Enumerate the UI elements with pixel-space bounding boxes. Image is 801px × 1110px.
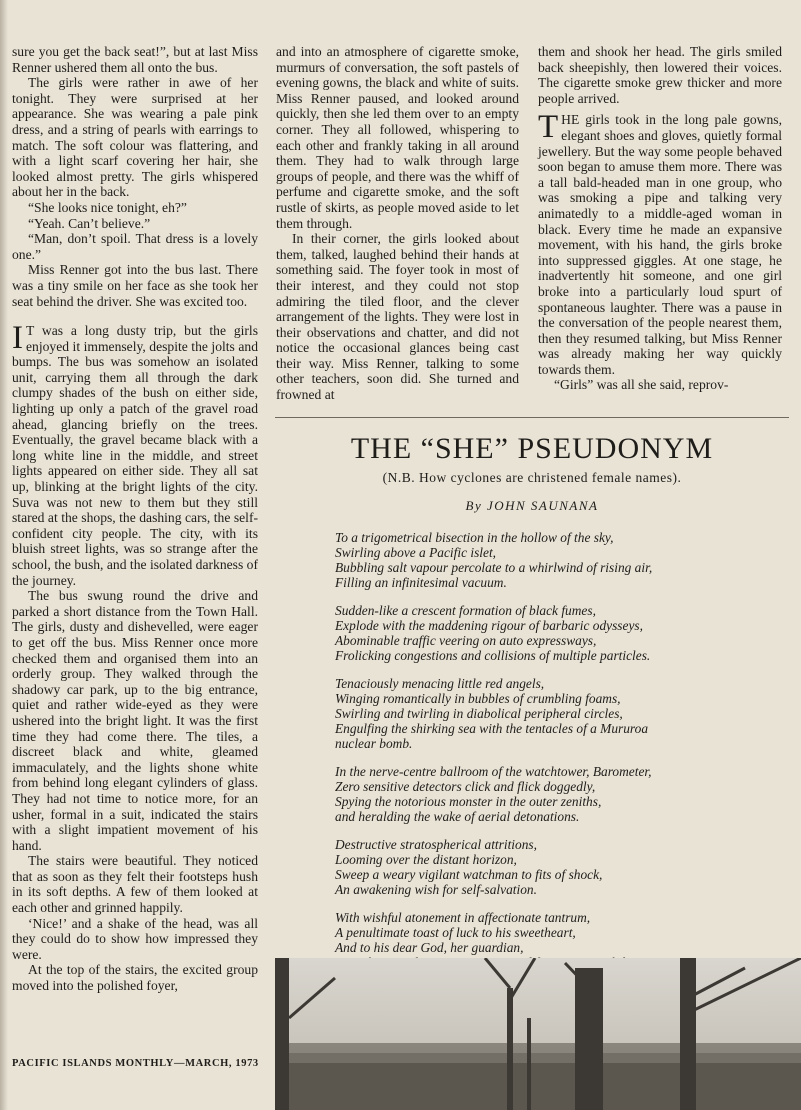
poem-line: With wishful atonement in affectionate tantrum, xyxy=(335,910,591,925)
poem-line: Spying the notorious monster in the outer zeniths, xyxy=(335,794,602,809)
page-edge-shadow xyxy=(0,0,8,1110)
paragraph: them and shook her head. The girls smiled back sheepishly, then lowered their voices. The cigarette smoke grew thicker and more people arrived. xyxy=(538,44,782,106)
paragraph: and into an atmosphere of cigarette smoke, murmurs of conversation, the soft pastels of evening gowns, the black and white of suits. Miss Renner paused, and looked around quickly, then she led them over to an empty corner. They all followed, whispering to each other and frankly taking in all around them. They had to walk through large groups of people, and there was the whiff of perfume and cigarette smoke, and the soft rustle of skirts, as people moved aside to let them through. xyxy=(276,44,519,231)
poem-line: Engulfing the shirking sea with the tentacles of a Mururoa xyxy=(335,721,649,736)
paragraph-text: T was a long dusty trip, but the girls enjoyed it immensely, despite the jolts and bumps. The bus was somehow an isolated unit, carrying them all through the dark clumpy shades of the bush on either side, lighting up only a patch of the gravel road ahead, glancing briefly on the trees. Eventually, the gravel became black with a long white line in the middle, and street lights appeared on either side. They all sat up, blinking at the bright lights of the city. Suva was not new to them but they still stared at the shops, the dashing cars, the self-confident city people. The city, with its bluish street lights, was so strange after the school, the bush, and the isolated darkness of the journey. xyxy=(12,323,258,588)
poem-line: Frolicking congestions and collisions of multiple particles. xyxy=(335,648,651,663)
tree-photo-graphic xyxy=(275,958,801,1110)
story-column-3 xyxy=(538,44,782,393)
paragraph-text: HE girls took in the long pale gowns, elegant shoes and gloves, quietly formal jewellery. But the way some people behaved soon began to amuse them more. There was a tall bald-headed man in one group, who was smoking a pipe and talking very animatedly to a middle-aged woman in black. Every time he made an expansive movement, with his hand, the girls broke into suppressed giggles. At one stage, he inadvertently hit someone, and one girl broke into a particularly loud spurt of spontaneous laughter. There was a pause in the conversation of the people nearest them, then they resumed talking, but Miss Renner was already making her way quickly towards them. xyxy=(538,112,782,377)
paragraph: The girls were rather in awe of her tonight. They were surprised at her appearance. She was wearing a pale pink dress, and a string of pearls with earrings to match. The soft colour was flattering, and with a light scarf covering her hair, she looked almost pretty. The girls whispered about her in the back. xyxy=(12,75,258,200)
section-paragraph xyxy=(12,320,258,588)
poem-line: A penultimate toast of luck to his sweetheart, xyxy=(335,925,576,940)
poem-line: Filling an infinitesimal vacuum. xyxy=(335,575,507,590)
poem-line: Zero sensitive detectors click and flick doggedly, xyxy=(335,779,596,794)
paragraph: At the top of the stairs, the excited group moved into the polished foyer, xyxy=(12,962,258,994)
section-paragraph xyxy=(538,109,782,377)
poem-subtitle: (N.B. How cyclones are christened female names). xyxy=(382,470,682,485)
poem-line: Swirling above a Pacific islet, xyxy=(335,545,497,560)
poem-line: Sudden-like a crescent formation of black fumes, xyxy=(335,603,596,618)
poem-title: THE “SHE” PSEUDONYM xyxy=(350,432,714,465)
poem-line: An awakening wish for self-salvation. xyxy=(335,882,537,897)
poem-line: And to his dear God, her guardian, xyxy=(335,940,524,955)
drop-cap: I xyxy=(12,320,23,357)
poem-byline: By JOHN SAUNANA xyxy=(465,498,599,513)
poem-line: To a trigometrical bisection in the hollow of the sky, xyxy=(335,530,614,545)
poem-section xyxy=(275,420,789,955)
story-column-2 xyxy=(276,44,519,403)
tree-photograph xyxy=(275,958,801,1110)
poem-stanza xyxy=(335,837,775,897)
poem-line: Explode with the maddening rigour of barbaric odysseys, xyxy=(335,618,643,633)
paragraph: “She looks nice tonight, eh?” xyxy=(28,199,187,215)
poem-line: nuclear bomb. xyxy=(335,736,413,751)
poem-body xyxy=(335,530,775,983)
poem-line: Destructive stratospherical attritions, xyxy=(335,837,537,852)
poem-stanza xyxy=(335,764,775,824)
poem-line: Bubbling salt vapour percolate to a whirlwind of rising air, xyxy=(335,560,653,575)
story-column-1 xyxy=(12,44,258,994)
paragraph: The stairs were beautiful. They noticed that as soon as they felt their footsteps hush in its soft depths. A few of them looked at each other and grinned happily. xyxy=(12,853,258,916)
paragraph: sure you get the back seat!”, but at last Miss Renner ushered them all onto the bus. xyxy=(12,44,258,75)
drop-cap: T xyxy=(538,109,559,146)
poem-line: Winging romantically in bubbles of crumbling foams, xyxy=(335,691,621,706)
poem-line: In the nerve-centre ballroom of the watchtower, Barometer, xyxy=(335,764,652,779)
poem-stanza xyxy=(335,530,775,590)
poem-line: Looming over the distant horizon, xyxy=(335,852,517,867)
paragraph: “Yeah. Can’t believe.” xyxy=(28,215,151,231)
poem-stanza xyxy=(335,603,775,663)
poem-line: Swirling and twirling in diabolical peripheral circles, xyxy=(335,706,623,721)
paragraph: Miss Renner got into the bus last. There was a tiny smile on her face as she took her seat behind the driver. She was excited too. xyxy=(12,262,258,309)
poem-line: Tenaciously menacing little red angels, xyxy=(335,676,545,691)
paragraph: ‘Nice!’ and a shake of the head, was all they could do to show how impressed they were. xyxy=(12,915,258,962)
poem-line: Sweep a weary vigilant watchman to fits of shock, xyxy=(335,867,603,882)
page-footer: PACIFIC ISLANDS MONTHLY—MARCH, 1973 xyxy=(12,1058,259,1069)
paragraph: The bus swung round the drive and parked a short distance from the Town Hall. The girls, dusty and dishevelled, were eager to get off the bus. Miss Renner once more checked them and organised them into an orderly group. They walked through the shadowy car park, up to the big entrance, quiet and rather wide-eyed as they were ushered into the bright light. It was the first time they had come there. The tiles, a discreet black and white, gleamed immaculately, and the lights shone white from behind long elegant cylinders of glass. They had not time to notice more, for an usher, formal in a suit, indicated the stairs with a slight impatient movement of his hand. xyxy=(12,588,258,853)
poem-stanza xyxy=(335,676,775,751)
poem-line: and heralding the wake of aerial detonations. xyxy=(335,809,580,824)
paragraph: “Girls” was all she said, reprov- xyxy=(554,377,729,393)
paragraph: In their corner, the girls looked about them, talked, laughed behind their hands at something said. The foyer took in most of their interest, and they could not stop admiring the tiled floor, and the clever arrangement of the lights. They were lost in their observations and chatter, and did not notice the occasional glances being cast their way. Miss Renner, talking to some other teachers, soon did. She turned and frowned at xyxy=(276,231,519,403)
paragraph: “Man, don’t spoil. That dress is a lovely one.” xyxy=(12,231,258,262)
poem-line: Abominable traffic veering on auto expressways, xyxy=(335,633,597,648)
section-divider xyxy=(275,417,789,418)
